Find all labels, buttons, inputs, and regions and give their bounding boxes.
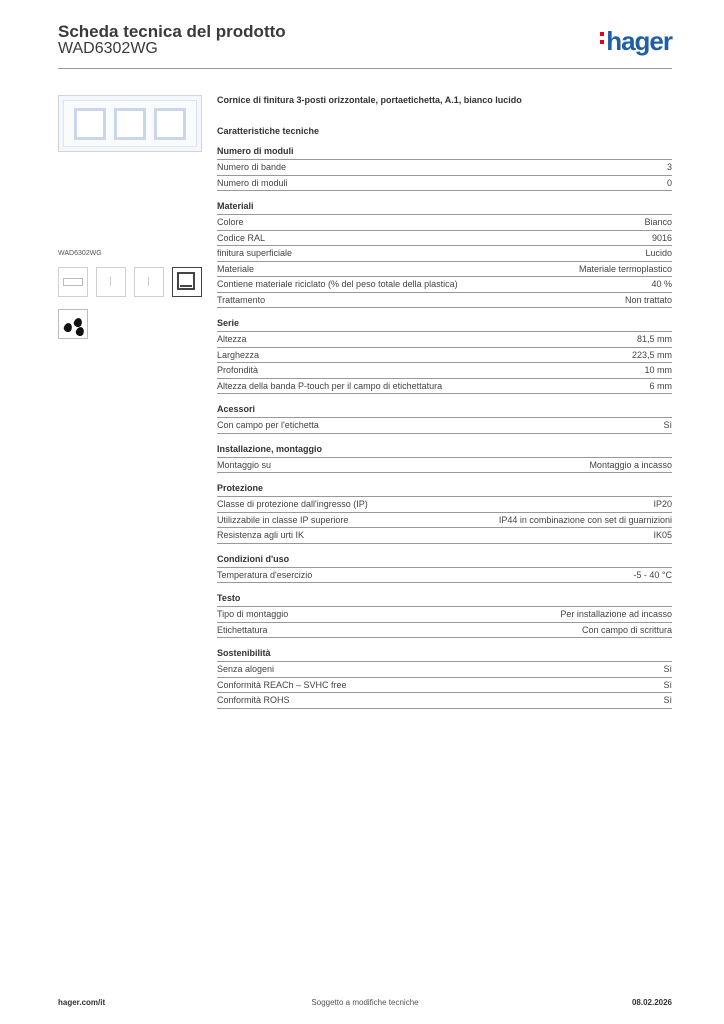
spec-row <box>217 175 672 192</box>
spec-value: Lucido <box>645 248 672 258</box>
drawing-thumbnails <box>58 267 204 297</box>
spec-table <box>217 496 672 544</box>
section-title: Serie <box>217 318 240 328</box>
spec-section <box>217 404 672 434</box>
spec-table <box>217 457 672 474</box>
image-caption: WAD6302WG <box>58 250 102 257</box>
frame-slot <box>114 108 146 140</box>
product-image-column <box>58 95 204 339</box>
spec-section <box>217 554 672 584</box>
dimension-drawing-thumbnail[interactable] <box>172 267 202 297</box>
spec-value: 81,5 mm <box>636 334 672 344</box>
spec-row <box>217 622 672 639</box>
spec-value: 6 mm <box>649 380 672 391</box>
spec-label: Colore <box>217 217 244 227</box>
spec-value: 3 <box>666 162 672 172</box>
section-title: Numero di moduli <box>217 146 294 156</box>
spec-label: Materiale <box>217 263 255 274</box>
spec-label: Larghezza <box>217 349 260 360</box>
spec-label: Temperatura d'esercizio <box>217 569 313 580</box>
footer-website[interactable]: hager.com/it <box>58 998 106 1007</box>
spec-label: Etichettatura <box>217 624 268 635</box>
spec-section <box>217 318 672 394</box>
spec-table <box>217 661 672 709</box>
spec-row <box>217 362 672 378</box>
front-view-thumbnail[interactable] <box>58 267 88 297</box>
drop-icon <box>63 322 74 333</box>
frame-slot <box>154 108 186 140</box>
section-title: Installazione, montaggio <box>217 443 323 454</box>
spec-label: Numero di moduli <box>217 177 288 188</box>
side-view-thumbnail[interactable] <box>96 267 126 297</box>
section-title: Protezione <box>217 483 264 493</box>
spec-value: 10 mm <box>644 365 672 375</box>
spec-row <box>217 261 672 277</box>
spec-section <box>217 483 672 544</box>
spec-row <box>217 378 672 395</box>
spec-row <box>217 159 672 175</box>
spec-table <box>217 567 672 584</box>
spec-row <box>217 677 672 693</box>
spec-value: IP20 <box>653 499 672 509</box>
spec-row <box>217 292 672 309</box>
section-title: Testo <box>217 593 241 603</box>
spec-label: finitura superficiale <box>217 248 293 258</box>
spec-value: Sì <box>663 695 672 705</box>
logo-dots-icon <box>600 28 606 48</box>
spec-section <box>217 201 672 308</box>
spec-table <box>217 606 672 638</box>
spec-value: 9016 <box>651 232 672 243</box>
spec-row <box>217 527 672 544</box>
characteristics-heading: Caratteristiche tecniche <box>217 126 320 136</box>
spec-value: Per installazione ad incasso <box>560 609 672 619</box>
spec-label: Utilizzabile in classe IP superiore <box>217 514 349 525</box>
spec-label: Conformità ROHS <box>217 695 290 705</box>
spec-label: Classe di protezione dall'ingresso (IP) <box>217 499 368 509</box>
hager-logo <box>600 26 672 57</box>
spec-sections <box>217 146 672 709</box>
spec-label: Con campo per l'etichetta <box>217 420 319 430</box>
spec-table <box>217 417 672 434</box>
document-title: Scheda tecnica del prodotto <box>58 22 286 41</box>
spec-row <box>217 567 672 584</box>
spec-table <box>217 331 672 394</box>
spec-label: Codice RAL <box>217 232 266 243</box>
spec-row <box>217 230 672 246</box>
spec-value: Montaggio a incasso <box>589 459 672 470</box>
spec-row <box>217 214 672 230</box>
drop-icon <box>75 326 86 337</box>
spec-section <box>217 593 672 638</box>
spec-section <box>217 444 672 474</box>
footer-notice: Soggetto a modifiche tecniche <box>311 998 419 1007</box>
spec-row <box>217 417 672 434</box>
spec-value: 0 <box>666 177 672 188</box>
spec-row <box>217 245 672 261</box>
spec-value: 40 % <box>651 279 672 289</box>
frame-slot <box>74 108 106 140</box>
spec-row <box>217 661 672 677</box>
spec-row <box>217 692 672 709</box>
spec-label: Tipo di montaggio <box>217 609 289 619</box>
spec-label: Resistenza agli urti IK <box>217 530 305 540</box>
spec-value: Non trattato <box>624 294 672 305</box>
spec-value: IK05 <box>653 530 672 540</box>
product-code: WAD6302WG <box>58 40 158 57</box>
spec-row <box>217 276 672 292</box>
spec-row <box>217 331 672 347</box>
water-drops-icon <box>58 309 88 339</box>
spec-value: Bianco <box>644 217 672 227</box>
spec-value: -5 - 40 °C <box>633 569 672 580</box>
page-header <box>58 20 672 69</box>
product-description: Cornice di finitura 3-posti orizzontale, portaetichetta, A.1, bianco lucido <box>217 95 522 105</box>
spec-table <box>217 159 672 191</box>
spec-value: Materiale termoplastico <box>578 263 672 274</box>
spec-label: Altezza della banda P-touch per il campo di etichettatura <box>217 380 443 391</box>
frame-illustration <box>63 100 197 147</box>
side-view-thumbnail[interactable] <box>134 267 164 297</box>
spec-label: Profondità <box>217 365 259 375</box>
spec-row <box>217 496 672 512</box>
logo-text: hager <box>606 26 672 56</box>
section-title: Condizioni d'uso <box>217 553 290 564</box>
spec-value: IP44 in combinazione con set di guarnizioni <box>498 514 672 525</box>
specifications <box>217 95 672 709</box>
product-image <box>58 95 202 152</box>
spec-row <box>217 512 672 528</box>
spec-label: Conformità REACh – SVHC free <box>217 679 347 690</box>
spec-section <box>217 146 672 191</box>
section-title: Materiali <box>217 201 254 211</box>
spec-label: Contiene materiale riciclato (% del peso totale della plastica) <box>217 279 458 289</box>
section-title: Sostenibilità <box>217 648 271 658</box>
spec-value: 223,5 mm <box>631 349 672 360</box>
spec-row <box>217 606 672 622</box>
spec-table <box>217 214 672 308</box>
spec-row <box>217 347 672 363</box>
spec-value: Con campo di scrittura <box>581 624 672 635</box>
spec-label: Altezza <box>217 334 247 344</box>
spec-label: Montaggio su <box>217 459 272 470</box>
section-title: Acessori <box>217 404 256 414</box>
footer-date: 08.02.2026 <box>631 998 672 1007</box>
spec-row <box>217 457 672 474</box>
spec-value: Sì <box>663 679 672 690</box>
spec-value: Sì <box>663 664 672 674</box>
spec-value: Sì <box>663 420 672 430</box>
spec-label: Trattamento <box>217 294 266 305</box>
spec-label: Senza alogeni <box>217 664 275 674</box>
spec-label: Numero di bande <box>217 162 287 172</box>
spec-section <box>217 648 672 709</box>
